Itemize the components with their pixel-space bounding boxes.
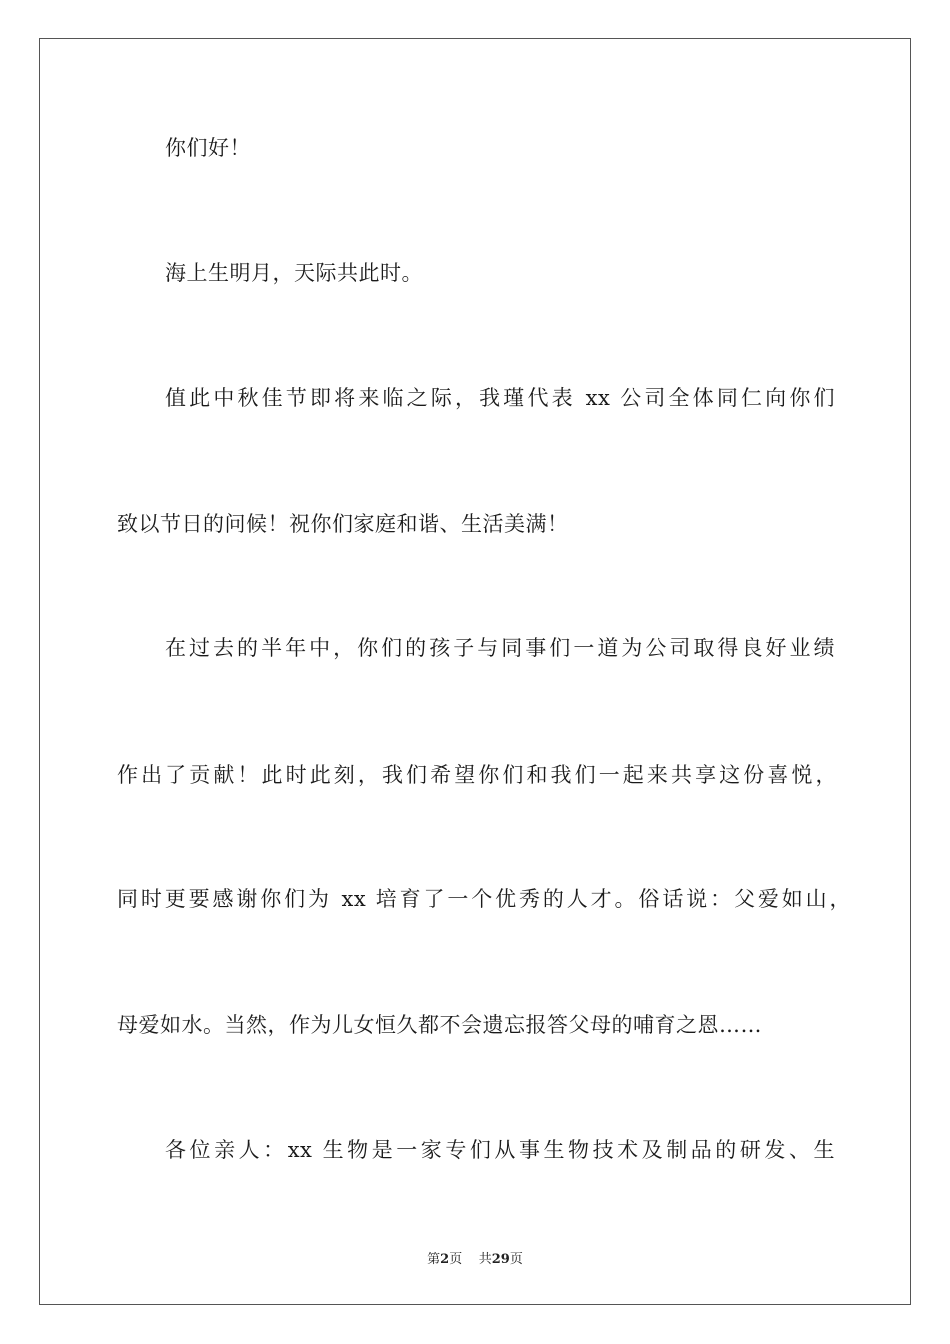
page-border — [39, 38, 911, 1305]
poem-line: 海上生明月，天际共此时。 — [165, 261, 423, 285]
total-label-prefix: 共 — [478, 1252, 492, 1267]
total-label-suffix: 页 — [509, 1252, 523, 1267]
total-pages-number: 29 — [491, 1252, 510, 1267]
page-footer — [0, 1248, 950, 1267]
footer-spacer — [462, 1252, 479, 1267]
paragraph-2-line-3: 同时更要感谢你们为 xx 培育了一个优秀的人才。俗话说：父爱如山， — [117, 887, 851, 911]
paragraph-2-line-4: 母爱如水。当然，作为儿女恒久都不会遗忘报答父母的哺育之恩…… — [117, 1013, 762, 1037]
current-page-number: 2 — [440, 1252, 450, 1267]
page-label-suffix: 页 — [449, 1252, 463, 1267]
paragraph-1-line-2: 致以节日的问候！祝你们家庭和谐、生活美满！ — [117, 512, 569, 536]
paragraph-2-line-1: 在过去的半年中，你们的孩子与同事们一道为公司取得良好业绩 — [165, 636, 835, 660]
paragraph-3-line-1: 各位亲人：xx 生物是一家专们从事生物技术及制品的研发、生 — [165, 1138, 835, 1162]
greeting-line: 你们好！ — [165, 136, 251, 160]
paragraph-1-line-1: 值此中秋佳节即将来临之际，我瑾代表 xx 公司全体同仁向你们 — [165, 386, 835, 410]
page-label-prefix: 第 — [427, 1252, 441, 1267]
paragraph-2-line-2: 作出了贡献！此时此刻，我们希望你们和我们一起来共享这份喜悦， — [117, 763, 837, 787]
